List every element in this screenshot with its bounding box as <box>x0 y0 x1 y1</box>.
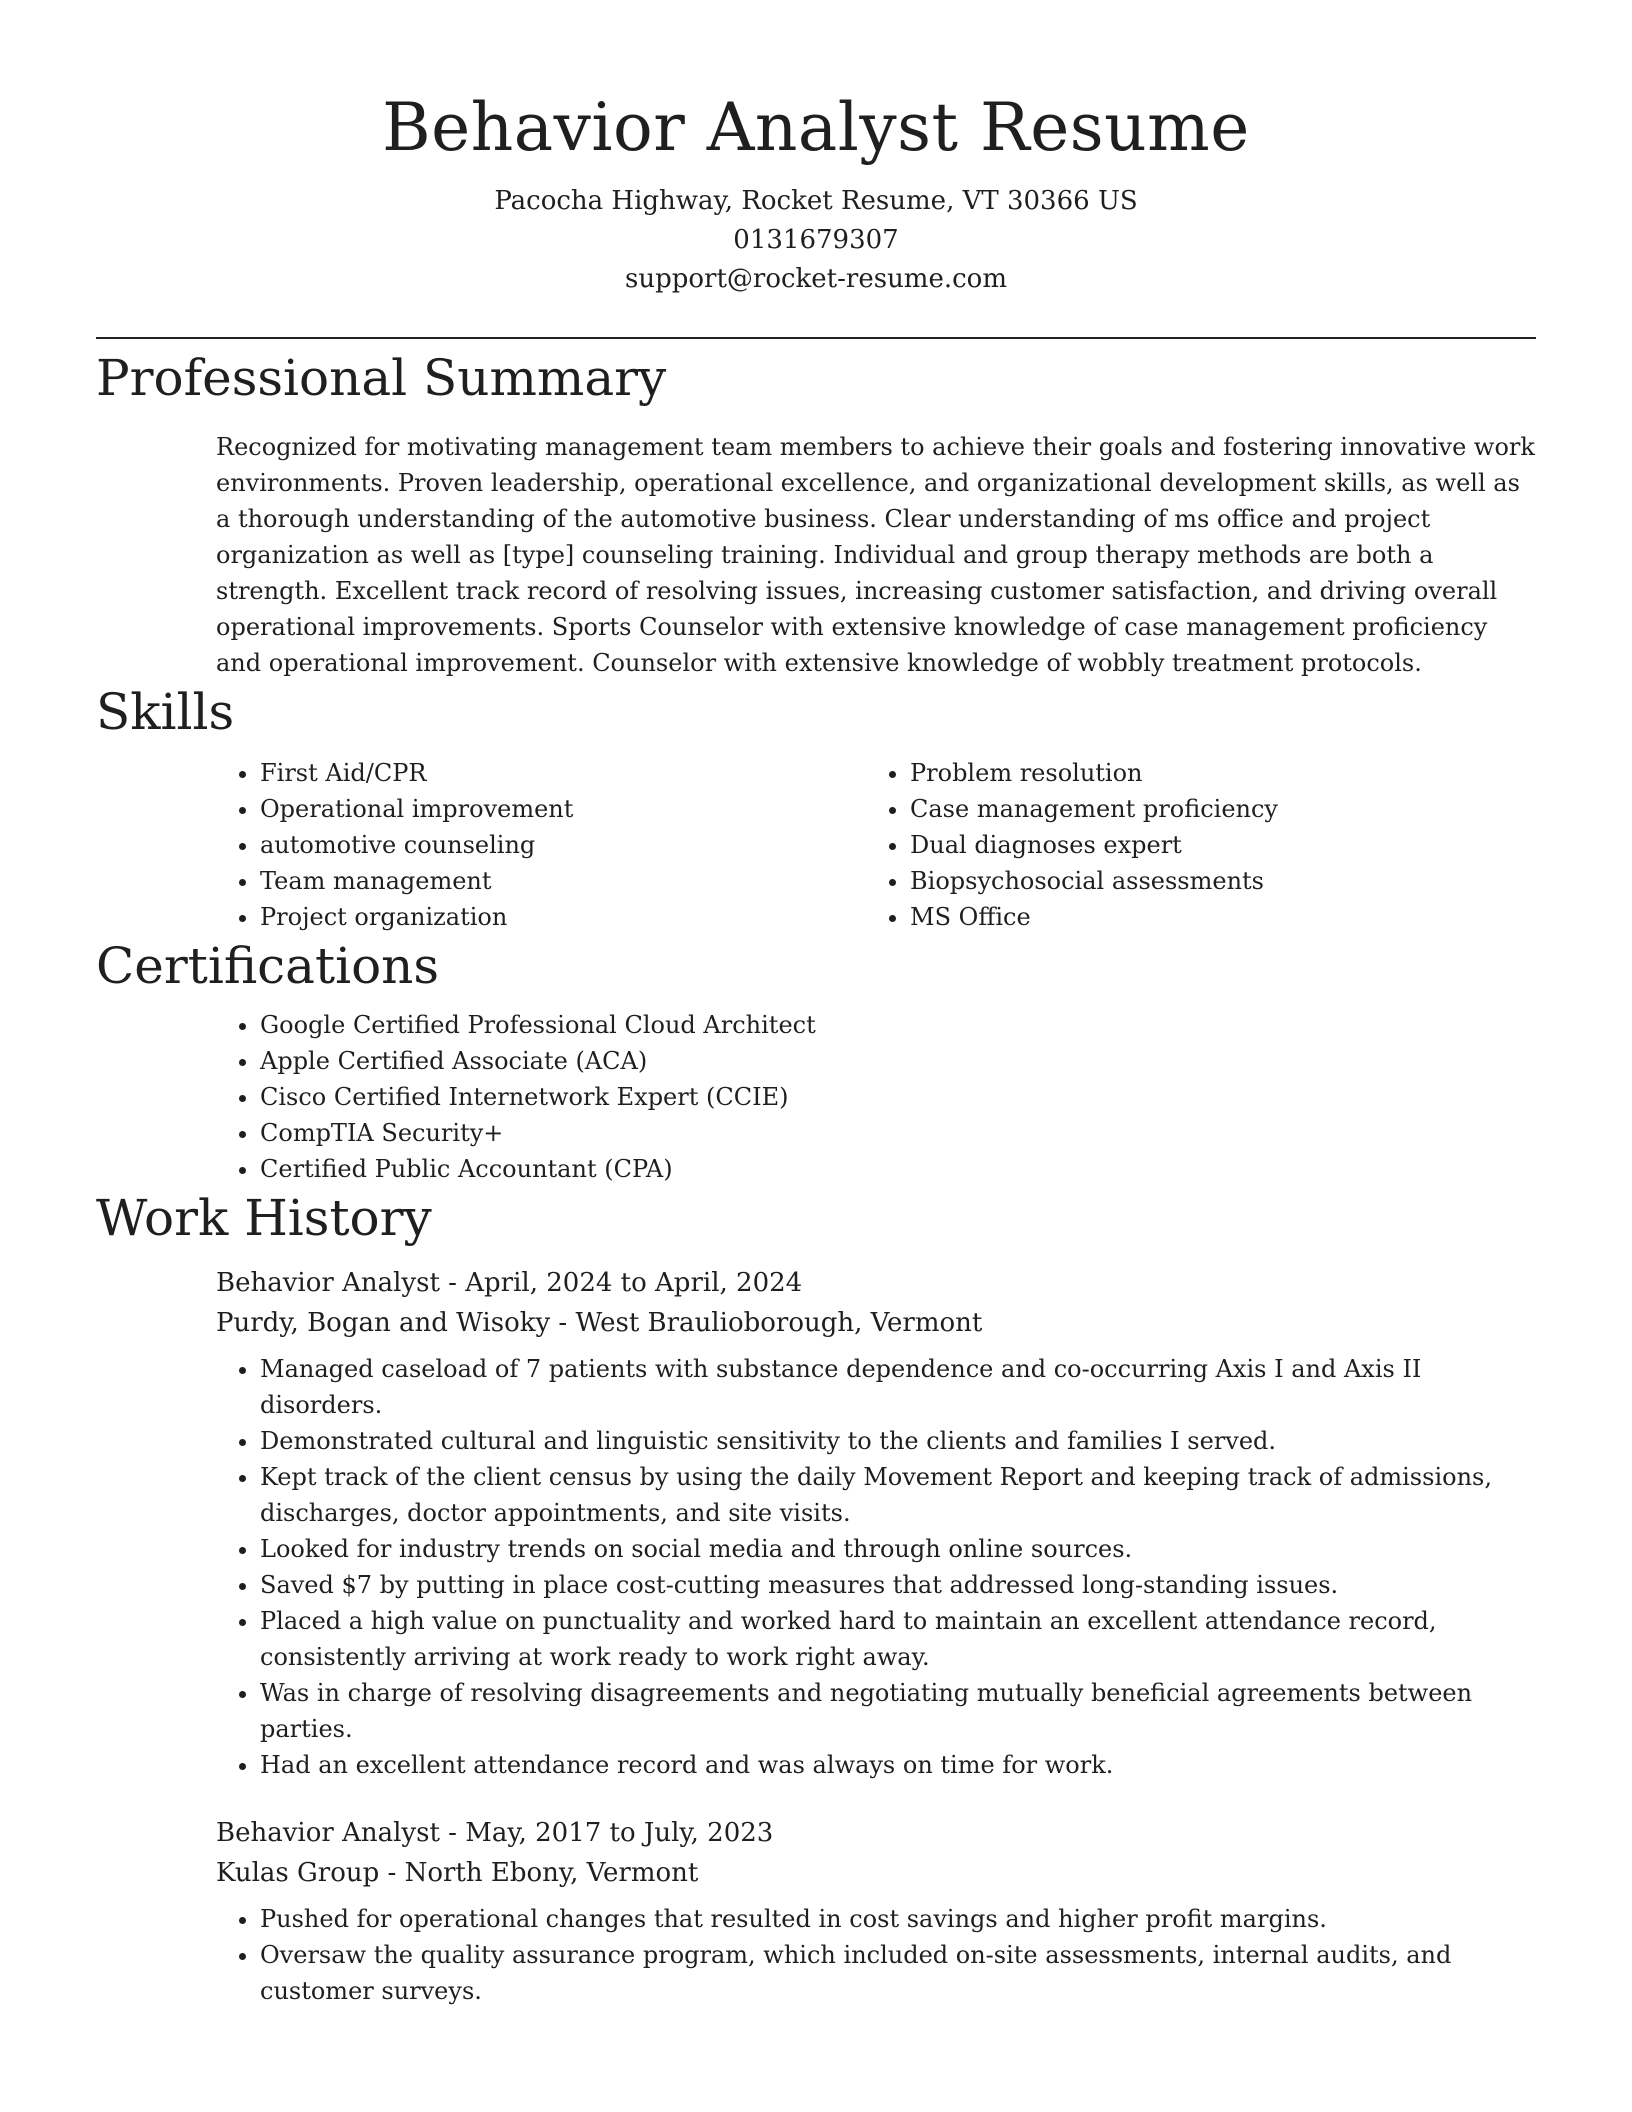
contact-email: support@rocket-resume.com <box>624 264 1007 294</box>
job-company-line: Purdy, Bogan and Wisoky - West Braulioborough, Vermont <box>216 1308 983 1338</box>
skill-item: • Operational improvement <box>260 791 866 827</box>
job-duty-item: • Saved $7 by putting in place cost-cutting measures that addressed long-standing issues. <box>260 1567 1536 1603</box>
job-title-line: Behavior Analyst - April, 2024 to April, 2024 <box>216 1268 803 1298</box>
job-duty-item: • Had an excellent attendance record and was always on time for work. <box>260 1747 1536 1783</box>
summary-text: Recognized for motivating management team members to achieve their goals and fostering innovative work environments. Proven leadership, operational excellence, and organizational development skills, as well as a thorough understanding of the automotive business. Clear understanding of ms office and project organization as well as [type] counseling training. Individual and group therapy methods are both a strength. Excellent track record of resolving issues, increasing customer satisfaction, and driving overall operational improvements. Sports Counselor with extensive knowledge of case management proficiency and operational improvement. Counselor with extensive knowledge of wobbly treatment protocols. <box>216 433 1535 677</box>
job-entry <box>216 1263 1536 1783</box>
work-history-heading: Work History <box>96 1189 432 1247</box>
job-duty-item: • Pushed for operational changes that resulted in cost savings and higher profit margins. <box>260 1901 1536 1937</box>
resume-title: Behavior Analyst Resume <box>382 89 1250 166</box>
job-entry <box>216 1813 1536 2009</box>
contact-phone: 0131679307 <box>733 225 899 255</box>
skills-column-right <box>866 755 1516 935</box>
certification-item: • Google Certified Professional Cloud Architect <box>260 1007 1536 1043</box>
job-duty-item: • Demonstrated cultural and linguistic sensitivity to the clients and families I served. <box>260 1423 1536 1459</box>
certification-item: • Cisco Certified Internetwork Expert (CCIE) <box>260 1079 1536 1115</box>
summary-heading: Professional Summary <box>96 349 667 407</box>
certification-item: • Apple Certified Associate (ACA) <box>260 1043 1536 1079</box>
job-duty-item: • Managed caseload of 7 patients with substance dependence and co-occurring Axis I and Axis II disorders. <box>260 1351 1536 1423</box>
job-duty-item: • Oversaw the quality assurance program, which included on-site assessments, internal audits, and customer surveys. <box>260 1937 1536 2009</box>
skill-item: • Dual diagnoses expert <box>910 827 1516 863</box>
skills-heading: Skills <box>96 683 235 741</box>
skill-item: • Problem resolution <box>910 755 1516 791</box>
skills-list-left <box>216 755 866 935</box>
skill-item: • MS Office <box>910 899 1516 935</box>
certifications-list <box>216 1007 1536 1187</box>
job-duty-item: • Was in charge of resolving disagreements and negotiating mutually beneficial agreements between parties. <box>260 1675 1536 1747</box>
certifications-heading: Certifications <box>96 937 440 995</box>
job-duty-item: • Looked for industry trends on social media and through online sources. <box>260 1531 1536 1567</box>
skills-list-right <box>866 755 1516 935</box>
job-duty-item: • Placed a high value on punctuality and worked hard to maintain an excellent attendance record, consistently arriving at work ready to work right away. <box>260 1603 1536 1675</box>
skill-item: • First Aid/CPR <box>260 755 866 791</box>
certification-item: • CompTIA Security+ <box>260 1115 1536 1151</box>
header-divider <box>96 337 1536 339</box>
skill-item: • Project organization <box>260 899 866 935</box>
skill-item: • Case management proficiency <box>910 791 1516 827</box>
job-duties-list <box>216 1901 1536 2009</box>
job-company-line: Kulas Group - North Ebony, Vermont <box>216 1858 699 1888</box>
certification-item: • Certified Public Accountant (CPA) <box>260 1151 1536 1187</box>
skill-item: • Biopsychosocial assessments <box>910 863 1516 899</box>
skill-item: • Team management <box>260 863 866 899</box>
skills-column-left <box>216 755 866 935</box>
skills-grid <box>216 755 1536 935</box>
job-duty-item: • Kept track of the client census by using the daily Movement Report and keeping track of admissions, discharges, doctor appointments, and site visits. <box>260 1459 1536 1531</box>
skill-item: • automotive counseling <box>260 827 866 863</box>
contact-address: Pacocha Highway, Rocket Resume, VT 30366 US <box>494 186 1138 216</box>
certifications-block <box>216 1007 1536 1187</box>
contact-block <box>96 182 1536 299</box>
job-title-line: Behavior Analyst - May, 2017 to July, 2023 <box>216 1818 774 1848</box>
job-duties-list <box>216 1351 1536 1783</box>
